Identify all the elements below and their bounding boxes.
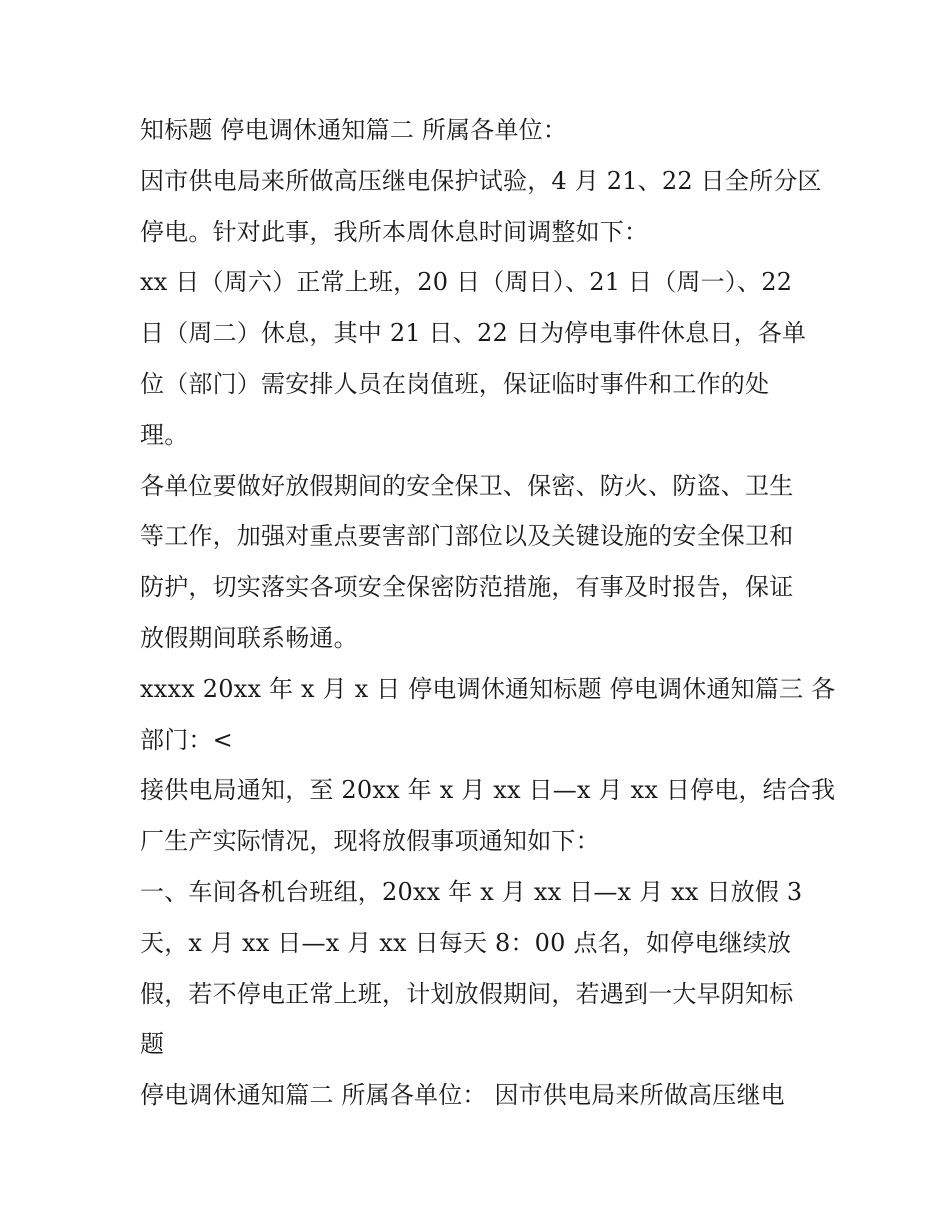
text-line: 厂生产实际情况，现将放假事项通知如下： — [140, 827, 600, 856]
text-line: 接供电局通知，至 20xx 年 x 月 xx 日—x 月 xx 日停电，结合我 — [140, 776, 836, 805]
text-line: 停电。针对此事，我所本周休息时间调整如下： — [140, 217, 649, 246]
text-line: 知标题 停电调休通知篇二 所属各单位： — [140, 116, 568, 144]
text-line: 等工作，加强对重点要害部门部位以及关键设施的安全保卫和 — [140, 522, 794, 551]
text-line: 部门：< — [140, 725, 233, 754]
text-line: 防护，切实落实各项安全保密防范措施，有事及时报告，保证 — [140, 573, 794, 602]
text-line: 因市供电局来所做高压继电保护试验，4 月 21、22 日全所分区 — [140, 166, 822, 195]
text-line: 位（部门）需安排人员在岗值班，保证临时事件和工作的处 — [140, 369, 770, 398]
text-line: 各单位要做好放假期间的安全保卫、保密、防火、防盗、卫生 — [140, 471, 794, 500]
document-body — [140, 105, 836, 1121]
text-line: 理。 — [140, 420, 189, 449]
text-line: 假，若不停电正常上班，计划放假期间，若遇到一大早阴知标 — [140, 979, 794, 1008]
text-line: 题 — [140, 1030, 165, 1059]
text-line: 一、车间各机台班组，20xx 年 x 月 xx 日—x 月 xx 日放假 3 — [140, 877, 803, 906]
text-line: xxxx 20xx 年 x 月 x 日 停电调休通知标题 停电调休通知篇三 各 — [140, 674, 836, 703]
text-line: 日（周二）休息，其中 21 日、22 日为停电事件休息日，各单 — [140, 319, 807, 348]
text-line: 放假期间联系畅通。 — [140, 623, 358, 652]
text-line: xx 日（周六）正常上班，20 日（周日）、21 日（周一）、22 — [140, 268, 793, 297]
text-line: 天，x 月 xx 日—x 月 xx 日每天 8：00 点名，如停电继续放 — [140, 928, 792, 957]
text-line: 停电调休通知篇二 所属各单位： 因市供电局来所做高压继电 — [140, 1081, 785, 1110]
